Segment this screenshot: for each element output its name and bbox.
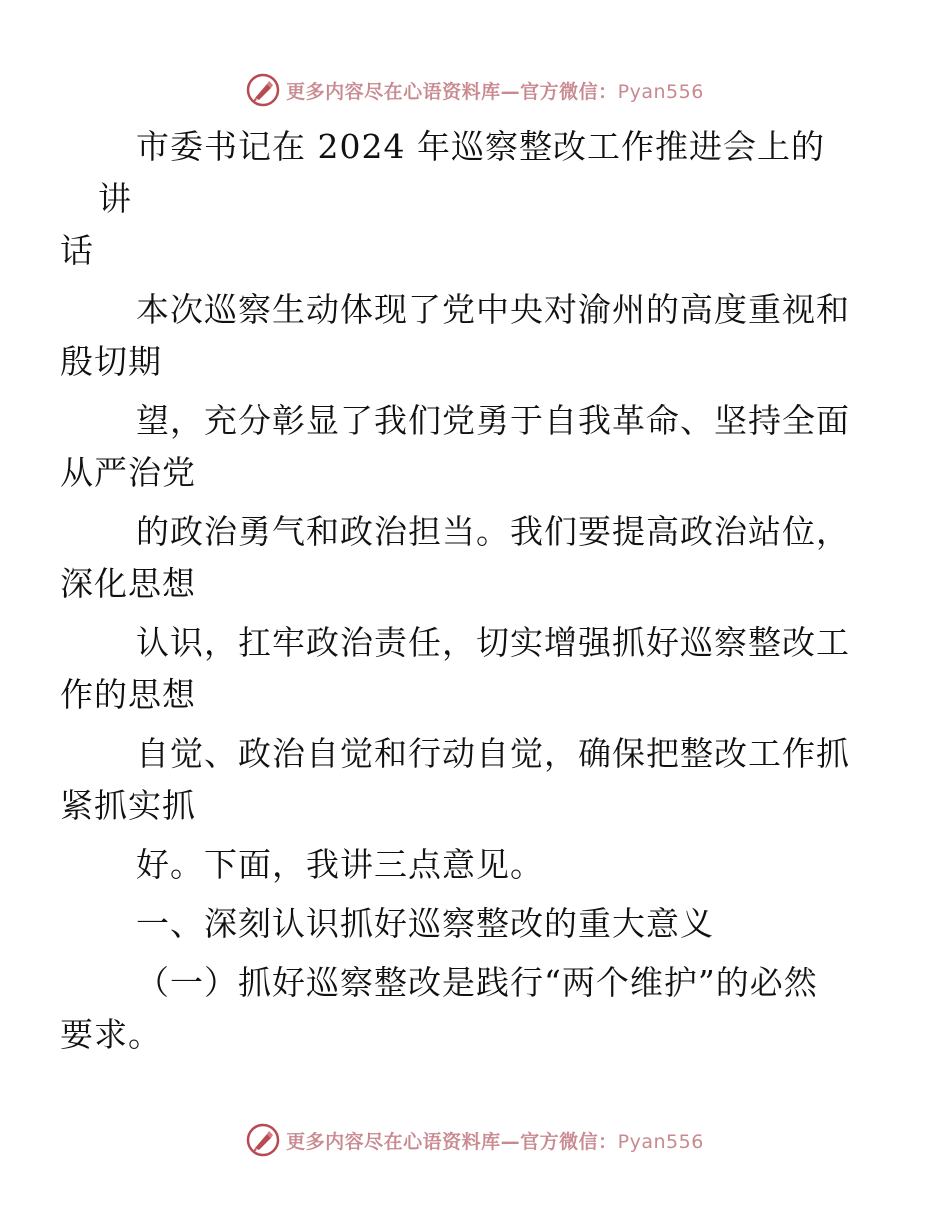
banner-text: 更多内容尽在心语资料库—官方微信：Pyan556 bbox=[286, 80, 704, 103]
paragraph: 望，充分彰显了我们党勇于自我革命、坚持全面 从严治党 bbox=[60, 401, 850, 492]
section-heading: 一、深刻认识抓好巡察整改的重大意义 bbox=[136, 904, 714, 943]
paragraph: 的政治勇气和政治担当。我们要提高政治站位， 深化思想 bbox=[60, 512, 850, 603]
subsection-heading: （一）抓好巡察整改是践行“两个维护”的必然 要求。 bbox=[60, 963, 818, 1054]
wechat-id: Pyan556 bbox=[617, 80, 704, 103]
pen-logo-icon bbox=[246, 73, 280, 107]
paragraph: 认识，扛牢政治责任，切实增强抓好巡察整改工 作的思想 bbox=[60, 623, 850, 714]
header-banner bbox=[0, 70, 950, 110]
footer-banner bbox=[0, 1120, 950, 1160]
paragraph: 自觉、政治自觉和行动自觉，确保把整改工作抓 紧抓实抓 bbox=[60, 734, 850, 825]
paragraph: 本次巡察生动体现了党中央对渝州的高度重视和 殷切期 bbox=[60, 290, 850, 381]
paragraph: 好。下面，我讲三点意见。 bbox=[136, 845, 544, 884]
pen-logo-icon bbox=[246, 1123, 280, 1157]
wechat-id: Pyan556 bbox=[617, 1130, 704, 1153]
document-body bbox=[60, 121, 858, 1068]
banner-text: 更多内容尽在心语资料库—官方微信：Pyan556 bbox=[286, 1130, 704, 1153]
paragraph: 市委书记在 2024 年巡察整改工作推进会上的讲 话 bbox=[60, 127, 825, 270]
